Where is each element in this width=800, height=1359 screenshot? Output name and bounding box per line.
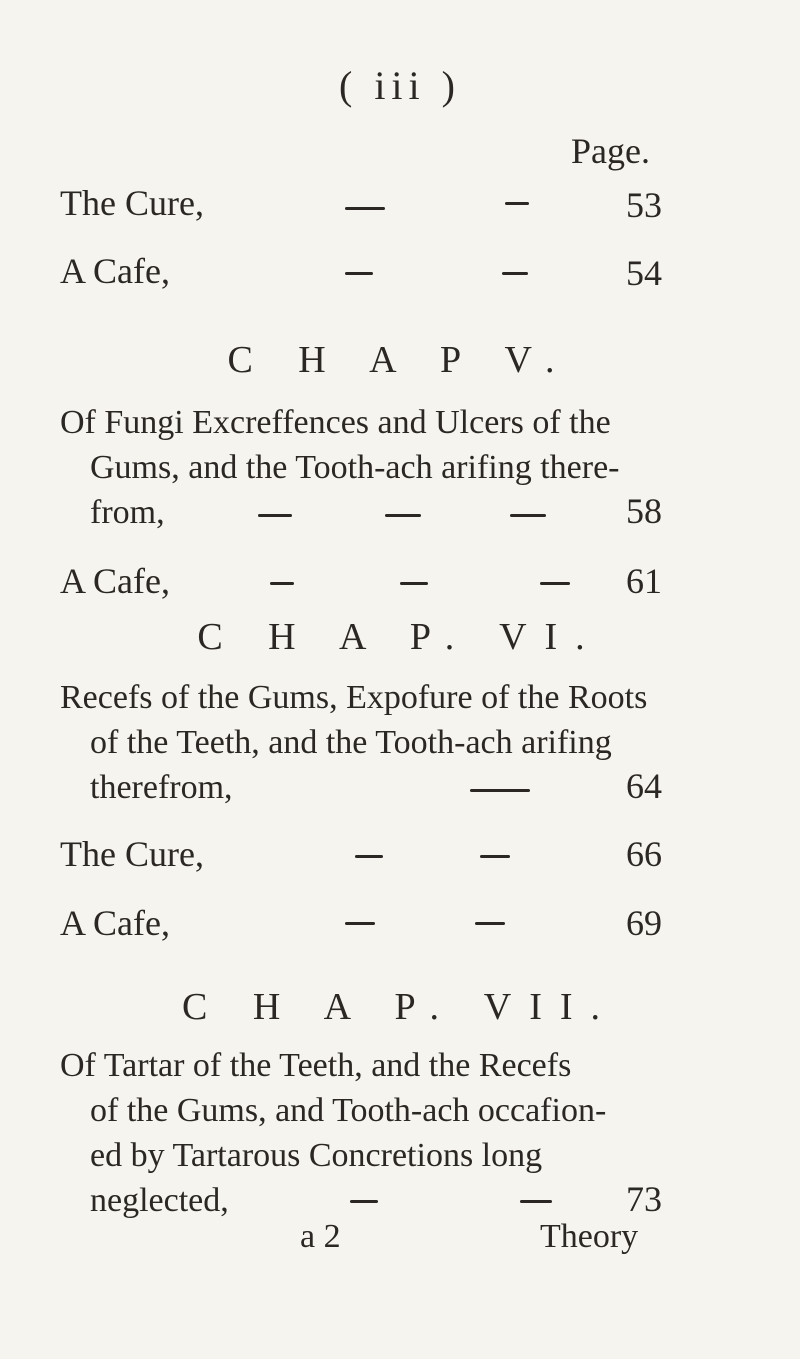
chapter-title-line: ed by Tartarous Concretions long xyxy=(90,1137,543,1174)
leader-dash xyxy=(345,207,385,210)
chapter-title-line: therefrom, xyxy=(90,769,233,806)
leader-dash xyxy=(540,582,570,585)
chapter-title-line: Of Fungi Excreffences and Ulcers of the xyxy=(60,404,611,441)
entry-label: A Cafe, xyxy=(60,561,170,601)
leader-dash xyxy=(350,1200,378,1203)
leader-dash xyxy=(345,922,375,925)
entry-label: The Cure, xyxy=(60,183,204,223)
signature-mark: a 2 xyxy=(300,1218,341,1255)
entry-page: 69 xyxy=(626,903,662,943)
entry-page: 54 xyxy=(626,253,662,293)
leader-dash xyxy=(510,514,546,517)
entry-page: 64 xyxy=(626,766,662,806)
chapter-title-line: Of Tartar of the Teeth, and the Recefs xyxy=(60,1047,572,1084)
leader-dash xyxy=(355,855,383,858)
entry-label: The Cure, xyxy=(60,834,204,874)
entry-label: A Cafe, xyxy=(60,251,170,291)
chapter-heading: C H A P. VI. xyxy=(197,616,603,658)
leader-dash xyxy=(385,514,421,517)
entry-page: 58 xyxy=(626,491,662,531)
chapter-title-line: of the Gums, and Tooth-ach occafion- xyxy=(90,1092,607,1129)
catchword: Theory xyxy=(540,1218,639,1255)
chapter-title-line: from, xyxy=(90,494,165,531)
page-folio: ( iii ) xyxy=(339,63,461,108)
entry-label: A Cafe, xyxy=(60,903,170,943)
leader-dash xyxy=(345,272,373,275)
leader-dash xyxy=(258,514,292,517)
entry-page: 53 xyxy=(626,185,662,225)
leader-dash xyxy=(475,922,505,925)
page-column-label: Page. xyxy=(571,131,650,171)
leader-dash xyxy=(270,582,294,585)
chapter-title-line: Recefs of the Gums, Expofure of the Roots xyxy=(60,679,648,716)
leader-dash xyxy=(480,855,510,858)
leader-dash xyxy=(502,272,528,275)
entry-page: 66 xyxy=(626,834,662,874)
leader-dash xyxy=(505,202,529,205)
chapter-heading: C H A P V. xyxy=(227,339,573,381)
chapter-heading: C H A P. VII. xyxy=(181,986,619,1028)
chapter-title-line: neglected, xyxy=(90,1182,229,1219)
entry-page: 73 xyxy=(626,1179,662,1219)
leader-dash xyxy=(470,789,530,792)
entry-page: 61 xyxy=(626,561,662,601)
chapter-title-line: Gums, and the Tooth-ach arifing there- xyxy=(90,449,620,486)
chapter-title-line: of the Teeth, and the Tooth-ach arifing xyxy=(90,724,612,761)
leader-dash xyxy=(520,1200,552,1203)
leader-dash xyxy=(400,582,428,585)
